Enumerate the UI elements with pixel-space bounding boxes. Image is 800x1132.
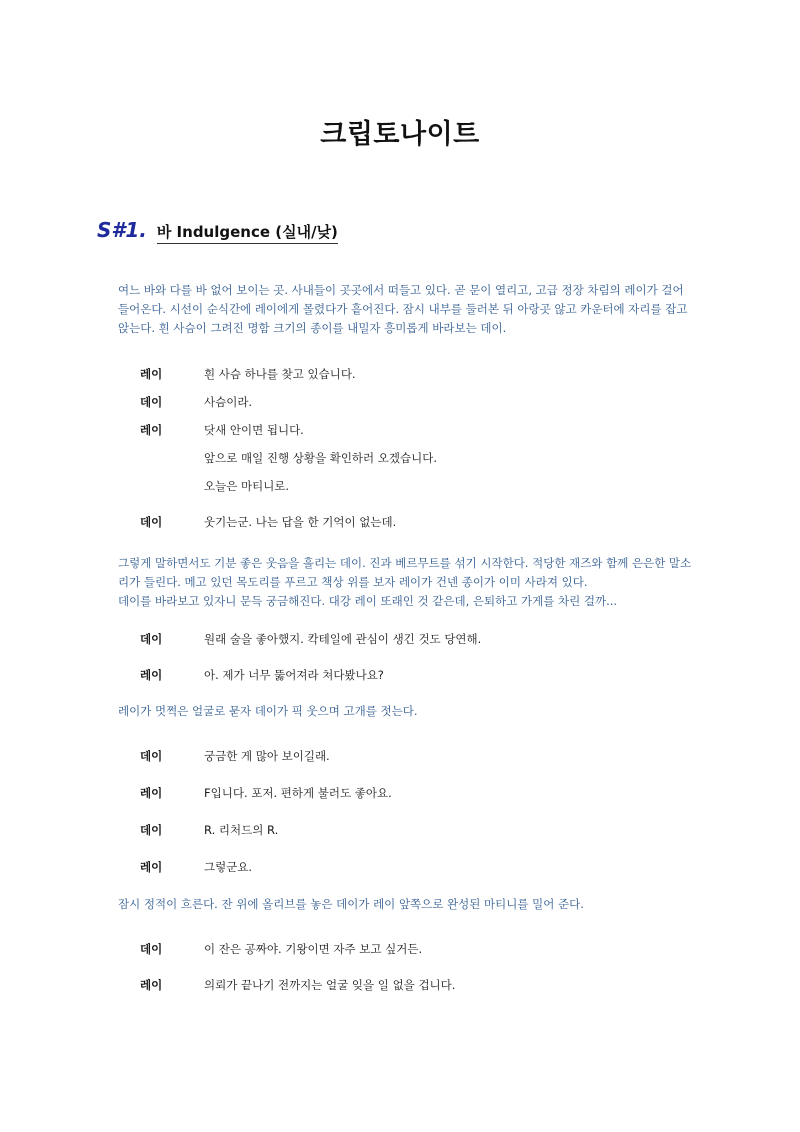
- dialogue-text: 오늘은 마티니로.: [204, 479, 290, 493]
- dialogue-text: 닷새 안이면 됩니다.: [204, 423, 304, 437]
- dialogue-text: 의뢰가 끝나기 전까지는 얼굴 잊을 일 없을 겁니다.: [204, 978, 456, 992]
- speaker-name: 레이: [140, 978, 163, 992]
- speaker-name: 데이: [140, 632, 163, 646]
- speaker-name: 레이: [140, 786, 163, 800]
- action-text: 그렇게 말하면서도 기분 좋은 웃음을 흘리는 데이. 진과 베르무트를 섞기 시작한다. 적당한 재즈와 함께 은은한 말소리가 들린다. 메고 있던 목도리를 푸르고 책상 위를 보자 레이가 건넨 종이가 이미 사라져 있다.: [118, 556, 692, 589]
- dialogue-line: [140, 785, 392, 801]
- dialogue-line: [140, 394, 252, 410]
- speaker-name: 레이: [140, 860, 163, 874]
- dialogue-text: 흰 사슴 하나를 찾고 있습니다.: [204, 367, 356, 381]
- dialogue-line: [140, 822, 278, 838]
- speaker-name: 데이: [140, 749, 163, 763]
- dialogue-line: [140, 667, 384, 683]
- dialogue-line: [140, 366, 356, 382]
- dialogue-line: [140, 631, 481, 647]
- dialogue-text: 사슴이라.: [204, 395, 253, 409]
- dialogue-line: [140, 514, 396, 530]
- action-paragraph: 잠시 정적이 흐른다. 잔 위에 올리브를 놓은 데이가 레이 앞쪽으로 완성된 마티니를 밀어 준다.: [118, 897, 584, 911]
- dialogue-line: [140, 748, 330, 764]
- speaker-name: [140, 450, 204, 466]
- dialogue-line: [140, 941, 422, 957]
- dialogue-text: 원래 술을 좋아했지. 칵테일에 관심이 생긴 것도 당연해.: [204, 632, 482, 646]
- speaker-name: 데이: [140, 942, 163, 956]
- dialogue-text: 앞으로 매일 진행 상황을 확인하러 오겠습니다.: [204, 451, 438, 465]
- dialogue-text: 이 잔은 공짜야. 기왕이면 자주 보고 싶거든.: [204, 942, 423, 956]
- speaker-name: 레이: [140, 423, 163, 437]
- dialogue-line: [140, 450, 437, 466]
- speaker-name: [140, 478, 204, 494]
- speaker-name: 레이: [140, 668, 163, 682]
- dialogue-text: F입니다. 포저. 편하게 불러도 좋아요.: [204, 786, 392, 800]
- scene-number: S#1.: [97, 218, 147, 242]
- speaker-name: 데이: [140, 515, 163, 529]
- dialogue-text: 아. 제가 너무 뚫어져라 쳐다봤나요?: [204, 668, 384, 682]
- scene-heading: [97, 218, 338, 244]
- action-paragraph: [118, 554, 698, 611]
- action-paragraph: 레이가 멋쩍은 얼굴로 묻자 데이가 픽 웃으며 고개를 젓는다.: [118, 704, 418, 718]
- speaker-name: 데이: [140, 823, 163, 837]
- page-title: 크립토나이트: [320, 119, 480, 150]
- action-text: 데이를 바라보고 있자니 문득 궁금해진다. 대강 레이 또래인 것 같은데, 은퇴하고 가게를 차린 걸까...: [118, 594, 618, 608]
- dialogue-text: 웃기는군. 나는 답을 한 기억이 없는데.: [204, 515, 397, 529]
- scene-location: 바 Indulgence (실내/낮): [157, 221, 338, 244]
- dialogue-line: [140, 977, 455, 993]
- dialogue-text: R. 리처드의 R.: [204, 823, 279, 837]
- dialogue-text: 궁금한 게 많아 보이길래.: [204, 749, 330, 763]
- dialogue-line: [140, 859, 252, 875]
- action-paragraph: 여느 바와 다를 바 없어 보이는 곳. 사내들이 곳곳에서 떠들고 있다. 곧 문이 열리고, 고급 정장 차림의 레이가 걸어 들어온다. 시선이 순식간에 레이에게 몰렸다가 흩어진다. 잠시 내부를 둘러본 뒤 아랑곳 않고 카운터에 자리를 잡고 앉는다. 흰 사슴이 그려진 명함 크기의 종이를 내밀자 흥미롭게 바라보는 데이.: [118, 283, 688, 335]
- speaker-name: 데이: [140, 395, 163, 409]
- dialogue-line: [140, 422, 304, 438]
- speaker-name: 레이: [140, 367, 163, 381]
- dialogue-text: 그렇군요.: [204, 860, 253, 874]
- dialogue-line: [140, 478, 289, 494]
